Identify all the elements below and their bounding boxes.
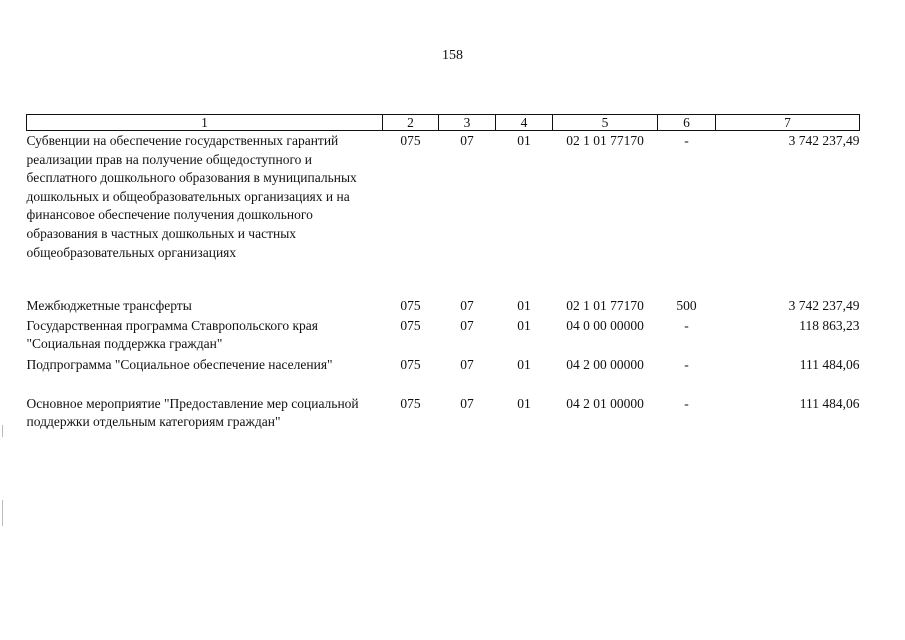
row-target: 02 1 01 77170 — [566, 133, 644, 148]
row-subsection: 01 — [517, 317, 531, 333]
row-expense-type: - — [684, 133, 689, 148]
row-subsection: 01 — [517, 133, 531, 148]
row-subsection: 01 — [517, 356, 531, 372]
row-section: 07 — [460, 356, 474, 372]
row-name: Государственная программа Ставропольского края "Социальная поддержка граждан" — [26, 317, 318, 352]
row-sum: 118 863,23 — [799, 317, 860, 333]
row-target: 02 1 01 77170 — [566, 298, 644, 314]
row-ministry: 075 — [400, 133, 421, 148]
row-target: 04 2 00 00000 — [566, 356, 644, 372]
row-ministry: 075 — [400, 395, 421, 411]
scan-margin-mark — [2, 425, 3, 437]
column-header-sum: 7 — [716, 115, 860, 131]
row-section: 07 — [460, 317, 474, 333]
row-subsection: 01 — [517, 298, 531, 314]
row-ministry: 075 — [400, 298, 421, 314]
row-ministry: 075 — [400, 317, 421, 333]
page-number: 158 — [442, 48, 463, 63]
row-ministry: 075 — [400, 356, 421, 372]
table-row — [27, 394, 860, 432]
row-section: 07 — [460, 395, 474, 411]
row-target: 04 0 00 00000 — [566, 317, 644, 333]
column-header-subsection: 4 — [496, 115, 553, 131]
row-expense-type: - — [684, 356, 689, 372]
column-header-expense-type: 6 — [658, 115, 716, 131]
column-header-section: 3 — [439, 115, 496, 131]
row-sum: 3 742 237,49 — [788, 133, 860, 148]
row-name: Межбюджетные трансферты — [26, 298, 192, 314]
column-header-ministry: 2 — [383, 115, 439, 131]
table-row — [27, 355, 860, 394]
table-row — [27, 296, 860, 316]
column-header-target: 5 — [553, 115, 658, 131]
row-subsection: 01 — [517, 395, 531, 411]
row-sum: 3 742 237,49 — [788, 298, 860, 314]
row-expense-type: - — [684, 317, 689, 333]
table-row — [27, 316, 860, 355]
row-expense-type: - — [684, 395, 689, 411]
row-section: 07 — [460, 298, 474, 314]
row-name: Субвенции на обеспечение государственных гарантий реализации прав на получение общедоступного и бесплатного дошкольного образования в муниципальных дошкольных и общеобразовательных организациях и на финансовое обеспечение получения дошкольного образования в частных дошкольных и частных общеобразовательных организациях — [26, 133, 357, 260]
column-header-name: 1 — [27, 115, 383, 131]
row-sum: 111 484,06 — [799, 395, 860, 411]
row-name: Основное мероприятие "Предоставление мер социальной поддержки отдельным категориям граждан" — [26, 395, 359, 430]
row-target: 04 2 01 00000 — [566, 395, 644, 411]
table-header-row — [27, 115, 860, 131]
row-name: Подпрограмма "Социальное обеспечение населения" — [26, 356, 333, 372]
budget-table — [26, 114, 860, 432]
row-section: 07 — [460, 133, 474, 148]
table-row — [27, 131, 860, 297]
row-expense-type: 500 — [676, 298, 697, 314]
scan-margin-mark — [2, 500, 3, 526]
row-sum: 111 484,06 — [799, 356, 860, 372]
